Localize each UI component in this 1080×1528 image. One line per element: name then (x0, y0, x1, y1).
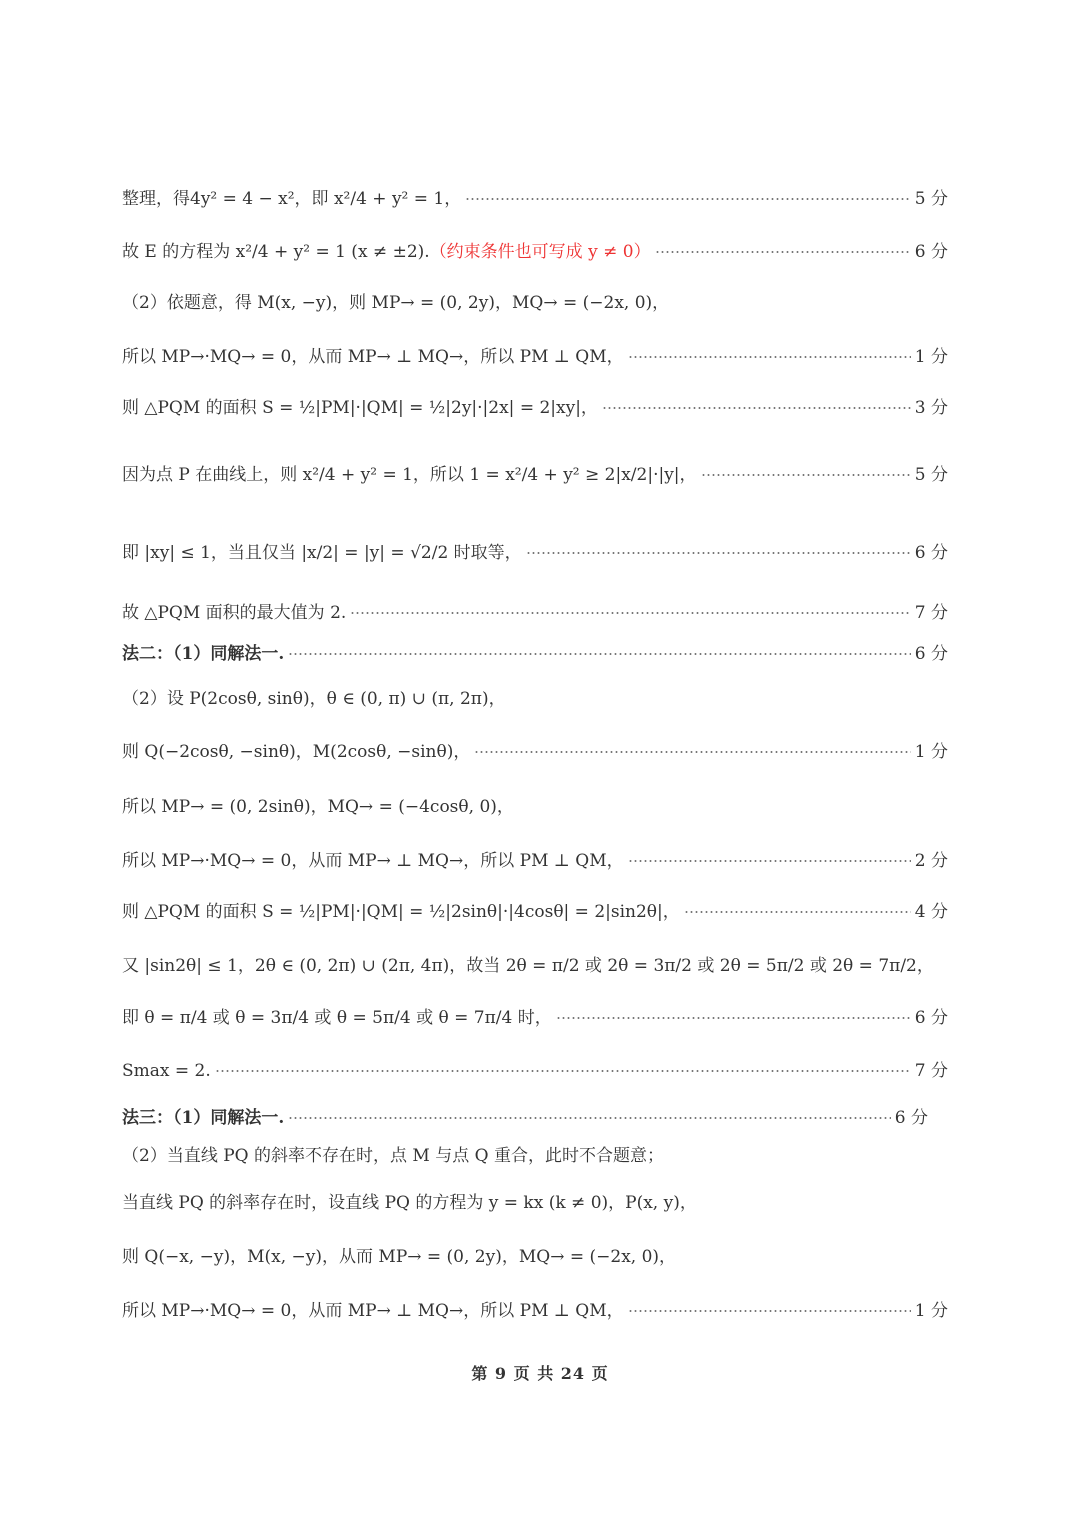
score: 7 分 (914, 603, 948, 623)
score: 1 分 (914, 1301, 948, 1321)
solution-line-19 (122, 1145, 948, 1167)
solution-line-15 (122, 955, 948, 977)
line-text: 即 θ = π/4 或 θ = 3π/4 或 θ = 5π/4 或 θ = 7π/4 时， (122, 1008, 552, 1028)
score: 5 分 (914, 465, 948, 485)
constraint-note: （约束条件也可写成 y ≠ 0） (429, 242, 651, 262)
dot-leader (526, 552, 911, 554)
solution-line-14 (122, 901, 948, 923)
line-text: 法三：（1）同解法一. (122, 1108, 285, 1128)
dot-leader (474, 751, 910, 753)
solution-line-17 (122, 1060, 948, 1082)
dot-leader (684, 911, 911, 913)
dot-leader (628, 860, 911, 862)
solution-line-1 (122, 188, 948, 210)
line-text: （2）当直线 PQ 的斜率不存在时，点 M 与点 Q 重合，此时不合题意； (122, 1146, 664, 1166)
line-text: 所以 MP→·MQ→ = 0，从而 MP→ ⊥ MQ→，所以 PM ⊥ QM， (122, 1301, 624, 1321)
solution-line-8 (122, 602, 948, 624)
solution-line-4 (122, 346, 948, 368)
dot-leader (465, 198, 911, 200)
solution-line-7 (122, 542, 948, 564)
line-text: 整理，得4y² = 4 − x²，即 x²/4 + y² = 1， (122, 189, 462, 209)
solution-line-3 (122, 292, 948, 314)
score: 6 分 (914, 644, 948, 664)
score: 7 分 (914, 1061, 948, 1081)
dot-leader (655, 251, 911, 253)
page-footer: 第 9 页 共 24 页 (471, 1364, 609, 1383)
line-text: 当直线 PQ 的斜率存在时，设直线 PQ 的方程为 y = kx (k ≠ 0)，P(x, y)， (122, 1193, 697, 1213)
solution-line-11 (122, 741, 948, 763)
line-text: Smax = 2. (122, 1061, 211, 1081)
score: 6 分 (914, 1008, 948, 1028)
dot-leader (288, 1117, 891, 1119)
line-text: 则 Q(−x, −y)，M(x, −y)，从而 MP→ = (0, 2y)，MQ→ = (−2x, 0)， (122, 1247, 677, 1267)
line-text: 即 |xy| ≤ 1，当且仅当 |x/2| = |y| = √2/2 时取等， (122, 543, 522, 563)
line-text: 又 |sin2θ| ≤ 1，2θ ∈ (0, 2π) ∪ (2π, 4π)，故当 2θ = π/2 或 2θ = 3π/2 或 2θ = 5π/2 或 2θ = 7π/2， (122, 956, 934, 976)
solution-line-13 (122, 850, 948, 872)
solution-line-2 (122, 241, 948, 263)
dot-leader (350, 612, 910, 614)
line-text: 法二：（1）同解法一. (122, 644, 285, 664)
line-text: 所以 MP→·MQ→ = 0，从而 MP→ ⊥ MQ→，所以 PM ⊥ QM， (122, 347, 624, 367)
solution-line-6 (122, 464, 948, 486)
line-text: 故 △PQM 面积的最大值为 2. (122, 603, 347, 623)
line-text: 所以 MP→·MQ→ = 0，从而 MP→ ⊥ MQ→，所以 PM ⊥ QM， (122, 851, 624, 871)
line-text: 所以 MP→ = (0, 2sinθ)，MQ→ = (−4cosθ, 0)， (122, 797, 514, 817)
line-text: 则 △PQM 的面积 S = ½|PM|·|QM| = ½|2sinθ|·|4cosθ| = 2|sin2θ|， (122, 902, 680, 922)
score: 6 分 (894, 1108, 928, 1128)
solution-line-12 (122, 796, 948, 818)
solution-line-21 (122, 1246, 948, 1268)
score: 3 分 (914, 398, 948, 418)
solution-line-22 (122, 1300, 948, 1322)
line-text: 则 Q(−2cosθ, −sinθ)，M(2cosθ, −sinθ)， (122, 742, 471, 762)
solution-line-20 (122, 1192, 948, 1214)
solution-line-16 (122, 1007, 948, 1029)
solution-line-5 (122, 397, 948, 419)
score: 2 分 (914, 851, 948, 871)
solution-line-10 (122, 688, 948, 710)
dot-leader (628, 1310, 911, 1312)
dot-leader (701, 474, 911, 476)
score: 1 分 (914, 347, 948, 367)
score: 6 分 (914, 242, 948, 262)
dot-leader (556, 1017, 911, 1019)
line-text: （2）依题意，得 M(x, −y)，则 MP→ = (0, 2y)，MQ→ = (−2x, 0)， (122, 293, 670, 313)
method-2-heading (122, 643, 948, 665)
line-text: （2）设 P(2cosθ, sinθ)，θ ∈ (0, π) ∪ (π, 2π)， (122, 689, 506, 709)
dot-leader (602, 407, 911, 409)
dot-leader (288, 653, 911, 655)
score: 4 分 (914, 902, 948, 922)
score: 1 分 (914, 742, 948, 762)
score: 6 分 (914, 543, 948, 563)
dot-leader (215, 1070, 911, 1072)
line-text: 因为点 P 在曲线上，则 x²/4 + y² = 1，所以 1 = x²/4 + y² ≥ 2|x/2|·|y|， (122, 465, 697, 485)
method-3-heading (122, 1107, 928, 1129)
line-text: 故 E 的方程为 x²/4 + y² = 1 (x ≠ ±2). (122, 242, 430, 262)
score: 5 分 (914, 189, 948, 209)
dot-leader (628, 356, 911, 358)
line-text: 则 △PQM 的面积 S = ½|PM|·|QM| = ½|2y|·|2x| = 2|xy|， (122, 398, 598, 418)
